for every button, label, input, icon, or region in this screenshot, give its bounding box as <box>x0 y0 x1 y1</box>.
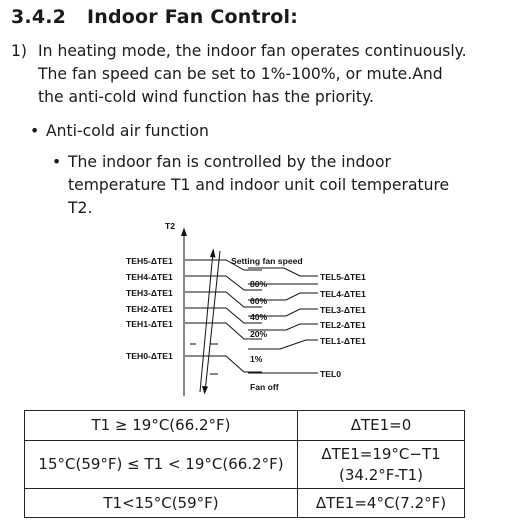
table-row <box>25 441 465 489</box>
right-threshold-label: TEL3-ΔTE1 <box>320 305 366 315</box>
table-row <box>25 489 465 518</box>
item-1-marker: 1) <box>11 42 28 60</box>
condition-cell: 15°C(59°F) ≤ T1 < 19°C(66.2°F) <box>25 441 298 489</box>
right-step-5 <box>248 268 318 276</box>
bullet-2-line: The indoor fan is controlled by the indoor <box>68 153 391 171</box>
right-threshold-label: TEL5-ΔTE1 <box>320 272 366 282</box>
axis-arrow-icon <box>182 229 187 236</box>
speed-label: 80% <box>250 279 268 289</box>
right-threshold-label: TEL4-ΔTE1 <box>320 289 366 299</box>
value-line: ΔTE1=19°C−T1 <box>321 444 441 463</box>
left-threshold-label: TEH0-ΔTE1 <box>126 351 173 361</box>
left-threshold-label: TEH5-ΔTE1 <box>126 256 173 266</box>
left-threshold-label: TEH1-ΔTE1 <box>126 319 173 329</box>
section-title: Indoor Fan Control: <box>87 6 299 28</box>
item-1-line: The fan speed can be set to 1%-100%, or mute.And <box>38 65 443 83</box>
speed-label: Fan off <box>250 382 279 392</box>
item-1-line: In heating mode, the indoor fan operates continuously. <box>38 42 467 60</box>
speed-label: 40% <box>250 312 268 322</box>
speed-label: 1% <box>250 354 263 364</box>
bullet-2-marker: • <box>52 153 62 171</box>
right-threshold-label: TEL1-ΔTE1 <box>320 336 366 346</box>
falling-hysteresis-line <box>205 251 220 392</box>
left-threshold-label: TEH4-ΔTE1 <box>126 272 173 282</box>
bullet-1-marker: • <box>30 122 40 140</box>
value-cell: ΔTE1=0 <box>298 411 465 441</box>
left-threshold-label: TEH3-ΔTE1 <box>126 288 173 298</box>
right-threshold-label: TEL0 <box>320 369 342 379</box>
speed-label: 60% <box>250 296 268 306</box>
speed-label: Setting fan speed <box>231 256 303 266</box>
value-line: (34.2°F-T1) <box>339 465 423 484</box>
value-cell <box>298 441 465 489</box>
condition-cell: T1<15°C(59°F) <box>25 489 298 518</box>
right-step-1-upper <box>248 340 318 349</box>
right-threshold-label: TEL2-ΔTE1 <box>320 320 366 330</box>
te1-condition-table <box>24 410 465 518</box>
condition-cell: T1 ≥ 19°C(66.2°F) <box>25 411 298 441</box>
bullet-1-text: Anti-cold air function <box>46 122 209 140</box>
section-number: 3.4.2 <box>11 6 67 28</box>
falling-arrow-icon <box>203 386 208 393</box>
table-row <box>25 411 465 441</box>
bullet-2-line: T2. <box>68 199 93 217</box>
value-cell: ΔTE1=4°C(7.2°F) <box>298 489 465 518</box>
item-1-line: the anti-cold wind function has the priority. <box>38 88 374 106</box>
speed-label: 20% <box>250 329 268 339</box>
axis-label: T2 <box>165 221 176 231</box>
rising-hysteresis-line <box>200 252 213 392</box>
rising-arrow-icon <box>211 250 216 258</box>
bullet-2-line: temperature T1 and indoor unit coil temperature <box>68 176 450 194</box>
left-threshold-label: TEH2-ΔTE1 <box>126 304 173 314</box>
